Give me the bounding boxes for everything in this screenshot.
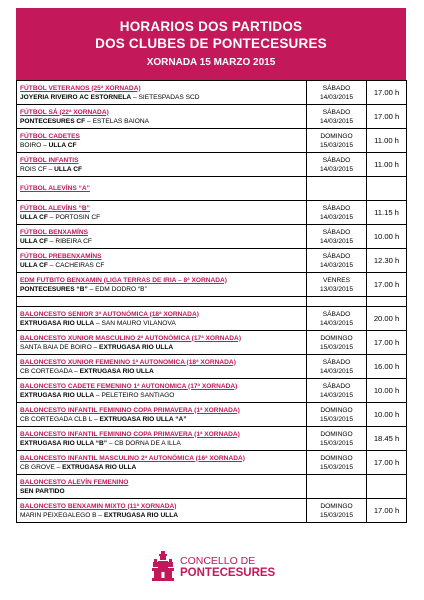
title-line-1: HORARIOS DOS PARTIDOS [119, 19, 303, 34]
table-row [17, 177, 407, 201]
competition-name: BALONCESTO INFANTIL MASCULINO 2ª AUTONÓMICA (16ª XORNADA) [20, 454, 245, 462]
table-row [17, 201, 407, 225]
date-cell [307, 451, 367, 475]
match-day: SÁBADO [322, 84, 351, 92]
table-row [17, 153, 407, 177]
date-cell [307, 331, 367, 355]
date-cell [307, 81, 367, 105]
table-row [17, 105, 407, 129]
competition-name: FÚTBOL ALEVÍNS “A” [20, 185, 90, 193]
match-cell [17, 177, 307, 201]
table-row [17, 225, 407, 249]
home-team: MARIN PEIXEGALEGO B [20, 512, 97, 519]
match-time: 18.45 h [367, 427, 407, 451]
match-date: 15/03/2015 [319, 343, 353, 351]
team-separator: – [54, 464, 63, 471]
match-date: 14/03/2015 [319, 213, 353, 221]
competition-name: BALONCESTO BENXAMIN MIXTO (11ª XORNADA) [20, 502, 177, 510]
match-cell [17, 273, 307, 297]
competition-name: FÚTBOL BENXAMÍNS [20, 228, 89, 236]
competition-name: FÚTBOL PREBENXAMÍNS [20, 252, 102, 260]
home-team: CB CORTEGADA [20, 368, 73, 375]
home-team: ULLA CF [20, 238, 48, 245]
match-day: SÁBADO [322, 382, 351, 390]
home-team: PONTECESURES “B” [20, 286, 88, 293]
home-team: ROIS CF [20, 166, 47, 173]
match-cell [17, 105, 307, 129]
teams-line [20, 213, 303, 223]
away-team: SAN MAURO VILANOVA [101, 320, 176, 327]
team-separator: – [41, 142, 49, 149]
competition-name: FÚTBOL ALEVÍNS “B” [20, 204, 90, 212]
competition-name: BALONCESTO SENIOR 3ª AUTONÓMICA (18ª XORNADA) [20, 310, 199, 318]
match-time: 10.00 h [367, 403, 407, 427]
page-header [16, 8, 406, 80]
date-cell [307, 273, 367, 297]
teams-line [20, 487, 303, 497]
teams-line [20, 319, 303, 329]
teams-line [20, 391, 303, 401]
away-team: SIETESPADAS SCD [138, 94, 200, 101]
team-separator: – [87, 286, 96, 293]
teams-line [20, 463, 303, 473]
competition-name: BALONCESTO XUNIOR MASCULINO 2ª AUTONÓMICA (17ª XORNADA) [20, 334, 242, 342]
table-row [17, 307, 407, 331]
team-separator: – [91, 344, 100, 351]
match-time [367, 177, 407, 201]
match-time: 17.00 h [367, 81, 407, 105]
match-cell [17, 129, 307, 153]
teams-line [20, 367, 303, 377]
competition-name: FÚTBOL CADETES [20, 132, 80, 140]
home-team: EXTRUGASA RIO ULLA [20, 320, 95, 327]
teams-line [20, 415, 303, 425]
match-day: SÁBADO [322, 204, 351, 212]
match-cell [17, 331, 307, 355]
table-row [17, 355, 407, 379]
match-day: DOMINGO [320, 406, 353, 414]
table-row [17, 379, 407, 403]
home-team: CB GROVE [20, 464, 55, 471]
date-cell [307, 201, 367, 225]
gap-cell [307, 297, 367, 307]
match-day: VENRES [322, 276, 351, 284]
away-team: CACHEIRAS CF [55, 262, 105, 269]
match-time: 17.00 h [367, 499, 407, 523]
home-team: PONTECESURES CF [20, 118, 86, 125]
away-team: EDM DODRO “B” [95, 286, 147, 293]
home-team: CB CORTEGADA CLB L [20, 416, 93, 423]
schedule-table [16, 80, 407, 523]
match-time: 11.00 h [367, 129, 407, 153]
away-team: ULLA CF [48, 142, 77, 149]
table-row [17, 331, 407, 355]
date-cell [307, 105, 367, 129]
match-time: 17.00 h [367, 451, 407, 475]
match-cell [17, 427, 307, 451]
match-day: SÁBADO [322, 108, 351, 116]
away-team: EXTRUGASA RIO ULLA [99, 344, 174, 351]
match-date: 14/03/2015 [319, 237, 353, 245]
home-team: SANTA BAIA DE BOIRO [20, 344, 92, 351]
teams-line [20, 285, 303, 295]
logo-line-1: CONCELLO DE [180, 555, 256, 567]
match-time: 17.00 h [367, 105, 407, 129]
away-team: ESTELAS BAIONA [92, 118, 149, 125]
team-separator: – [47, 238, 56, 245]
teams-line [20, 261, 303, 271]
teams-line [20, 511, 303, 521]
home-team: EXTRUGASA RIO ULLA [20, 392, 95, 399]
table-row [17, 129, 407, 153]
team-separator: – [72, 368, 80, 375]
table-row [17, 475, 407, 499]
match-cell [17, 153, 307, 177]
table-row [17, 81, 407, 105]
match-date: 14/03/2015 [319, 165, 353, 173]
team-separator: – [85, 118, 93, 125]
match-day: SÁBADO [322, 252, 351, 260]
team-separator: – [94, 320, 102, 327]
match-cell [17, 225, 307, 249]
match-date: 14/03/2015 [319, 319, 353, 327]
away-team: PELETEIRO SANTIAGO [101, 392, 175, 399]
table-row [17, 249, 407, 273]
team-separator: – [46, 166, 55, 173]
date-cell [307, 355, 367, 379]
date-cell [307, 249, 367, 273]
away-team: CB DORNA DE A ILLA [114, 440, 181, 447]
match-cell [17, 451, 307, 475]
away-team: EXTRUGASA RIO ULLA “A” [99, 416, 187, 423]
match-cell [17, 475, 307, 499]
match-date: 13/03/2015 [319, 285, 353, 293]
date-cell [307, 307, 367, 331]
match-time: 11.15 h [367, 201, 407, 225]
date-cell [307, 475, 367, 499]
table-row [17, 427, 407, 451]
match-date: 15/03/2015 [319, 415, 353, 423]
home-team: EXTRUGASA RIO ULLA “B” [20, 440, 108, 447]
match-day: DOMINGO [320, 502, 353, 510]
match-cell [17, 403, 307, 427]
match-day: DOMINGO [320, 430, 353, 438]
date-cell [307, 129, 367, 153]
match-day: DOMINGO [320, 334, 353, 342]
gap-cell [367, 297, 407, 307]
date-cell [307, 427, 367, 451]
competition-name: BALONCESTO CADETE FEMENINO 1ª AUTONOMICA (17ª XORNADA) [20, 382, 238, 390]
teams-line [20, 439, 303, 449]
match-date: 14/03/2015 [319, 117, 353, 125]
concello-logo [152, 549, 282, 589]
match-cell [17, 249, 307, 273]
competition-name: FÚTBOL SÁ (22ª XORNADA) [20, 108, 109, 116]
match-day: DOMINGO [320, 454, 353, 462]
match-time [367, 475, 407, 499]
away-team: ULLA CF [54, 166, 83, 173]
match-cell [17, 355, 307, 379]
match-day: SÁBADO [322, 156, 351, 164]
away-team: RIBEIRA CF [55, 238, 92, 245]
table-row [17, 499, 407, 523]
away-team: PORTOSIN CF [55, 214, 101, 221]
date-cell [307, 379, 367, 403]
teams-line [20, 141, 303, 151]
match-date: 14/03/2015 [319, 391, 353, 399]
logo-line-2: PONTECESURES [180, 567, 276, 579]
home-team: JOYERIA RIVEIRO AC ESTORNELA [20, 94, 132, 101]
competition-name: BALONCESTO XUNIOR FEMENINO 1ª AUTONOMICA (18ª XORNADA) [20, 358, 236, 366]
match-day: DOMINGO [320, 132, 353, 140]
match-date: 15/03/2015 [319, 463, 353, 471]
home-team: ULLA CF [20, 214, 48, 221]
table-row [17, 403, 407, 427]
schedule-body [17, 81, 407, 523]
match-time: 12.30 h [367, 249, 407, 273]
match-day: SÁBADO [322, 228, 351, 236]
gap-cell [17, 297, 307, 307]
competition-name: FÚTBOL VETERANOS (25ª XORNADA) [20, 84, 141, 92]
match-time: 17.00 h [367, 331, 407, 355]
match-time: 16.00 h [367, 355, 407, 379]
match-time: 10.00 h [367, 225, 407, 249]
title-line-2: DOS CLUBES DE PONTECESURES [95, 36, 327, 51]
match-cell [17, 379, 307, 403]
match-time: 11.00 h [367, 153, 407, 177]
match-time: 17.00 h [367, 273, 407, 297]
match-day: SÁBADO [322, 310, 351, 318]
team-separator: – [94, 392, 102, 399]
competition-name: BALONCESTO ALEVÍN FEMENINO [20, 478, 129, 486]
team-separator: – [92, 416, 100, 423]
match-date: 14/03/2015 [319, 93, 353, 101]
team-separator: – [131, 94, 139, 101]
team-separator: – [47, 214, 56, 221]
match-date: 14/03/2015 [319, 367, 353, 375]
date-cell [307, 225, 367, 249]
teams-line [20, 343, 303, 353]
teams-line [20, 165, 303, 175]
match-cell [17, 499, 307, 523]
match-cell [17, 307, 307, 331]
subtitle: XORNADA 15 MARZO 2015 [146, 57, 276, 68]
match-cell [17, 201, 307, 225]
match-time: 10.00 h [367, 379, 407, 403]
team-separator: – [96, 512, 104, 519]
competition-name: EDM FUTBITO BENXAMIN (LIGA TERRAS DE IRIA – 8ª XORNADA) [20, 276, 227, 284]
away-team: EXTRUGASA RIO ULLA [62, 464, 137, 471]
date-cell [307, 499, 367, 523]
teams-line [20, 237, 303, 247]
team-separator: – [47, 262, 56, 269]
match-date: 15/03/2015 [319, 511, 353, 519]
competition-name: BALONCESTO INFANTIL FEMININO COPA PRIMAVERA (1ª XORNADA) [20, 430, 240, 438]
table-row [17, 273, 407, 297]
match-date: 14/03/2015 [319, 261, 353, 269]
away-team: EXTRUGASA RIO ULLA [103, 512, 179, 519]
match-date: 15/03/2015 [319, 141, 353, 149]
date-cell [307, 153, 367, 177]
date-cell [307, 403, 367, 427]
match-day: SÁBADO [322, 358, 351, 366]
table-gap-row [17, 297, 407, 307]
match-cell [17, 81, 307, 105]
teams-line [20, 93, 303, 103]
competition-name: BALONCESTO INFANTIL FEMININO COPA PRIMAVERA (1ª XORNADA) [20, 406, 240, 414]
home-team: SEN PARTIDO [20, 488, 65, 495]
teams-line [20, 117, 303, 127]
home-team: ULLA CF [20, 262, 48, 269]
table-row [17, 451, 407, 475]
match-date: 15/03/2015 [319, 439, 353, 447]
castle-crest-icon [152, 551, 174, 583]
team-separator: – [107, 440, 115, 447]
away-team: EXTRUGASA RIO ULLA [79, 368, 154, 375]
competition-name: FÚTBOL INFANTIS [20, 156, 79, 164]
date-cell [307, 177, 367, 201]
home-team: BOIRO [20, 142, 42, 149]
match-time: 20.00 h [367, 307, 407, 331]
